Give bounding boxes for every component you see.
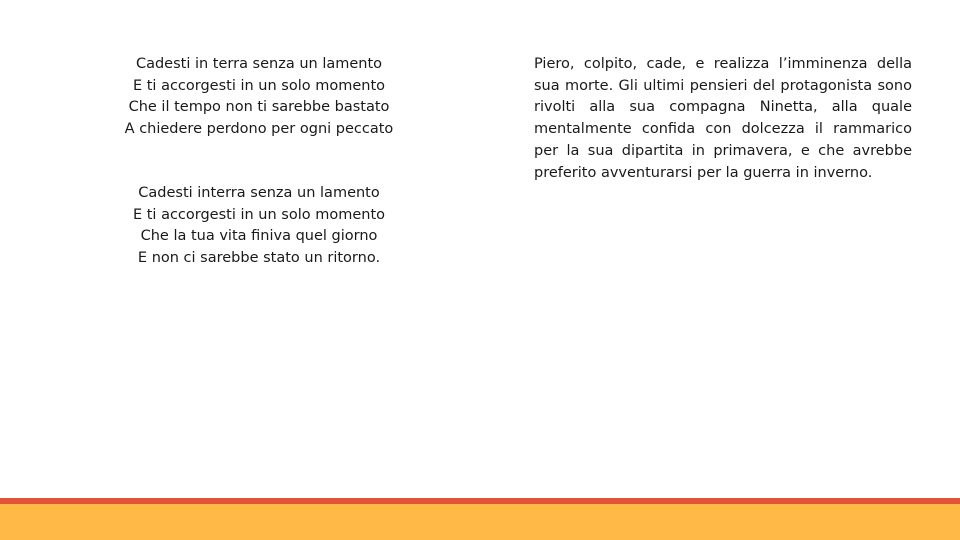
poem-stanza-2 (100, 183, 418, 269)
poem-line: Cadesti in terra senza un lamento (135, 56, 383, 72)
poem-line: Che il tempo non ti sarebbe bastato (128, 99, 390, 115)
poem-line: E non ci sarebbe stato un ritorno. (137, 249, 381, 266)
poem-line: A chiedere perdono per ogni peccato (124, 120, 394, 137)
poem-line: Che la tua vita finiva quel giorno (140, 228, 378, 244)
poem-line: E ti accorgesti in un solo momento (132, 206, 386, 223)
poem-stanza-1 (100, 54, 418, 140)
poem-line: E ti accorgesti in un solo momento (132, 77, 386, 94)
footer-band (0, 504, 960, 540)
poem-text (100, 54, 418, 269)
commentary-paragraph: Piero, colpito, cade, e realizza l’imminenza della sua morte. Gli ultimi pensieri del protagonista sono rivolti alla sua compagna Ninetta, alla quale mentalmente confida con dolcezza il rammarico per la sua dipartita in primavera, e che avrebbe preferito avventurarsi per la guerra in inverno. (534, 56, 912, 181)
poem-line: Cadesti interra senza un lamento (138, 185, 380, 201)
